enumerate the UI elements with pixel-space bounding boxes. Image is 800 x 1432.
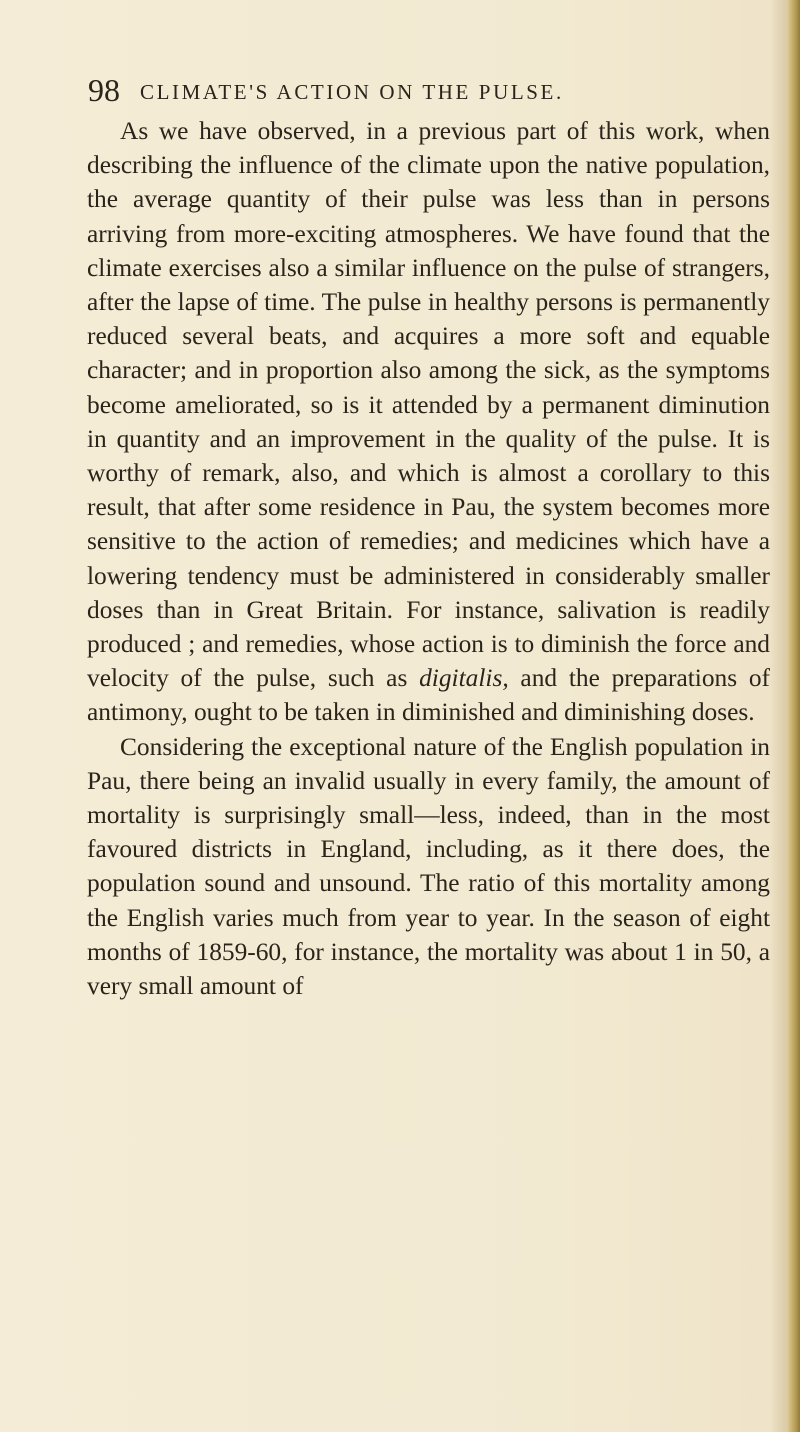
page-edge-shadow: [770, 0, 786, 1432]
page-number: 98: [88, 72, 120, 108]
paragraph-2: Considering the exceptional nature of the English population in Pau, there being an invalid usually in every family, the amount of mortality is surprisingly small—less, indeed, than in the most favoured districts in England, including, as it there does, the population sound and unsound. The ratio of this mortality among the English varies much from year to year. In the season of eight months of 1859-60, for instance, the mortality was about 1 in 50, a very small amount of: [87, 732, 770, 1001]
page-edge: [786, 0, 800, 1432]
paragraph-1-text-b: and the preparations of antimony, ought to be taken in diminished and diminishing doses.: [87, 664, 770, 727]
body-text: [87, 114, 770, 1003]
paragraph-1: [87, 114, 770, 730]
paragraph-1-text-a: As we have observed, in a previous part of this work, when describing the influence of the climate upon the native population, the average quantity of their pulse was less than in persons arriving from more-exciting atmospheres. We have found that the climate exercises also a similar influence on the pulse of strangers, after the lapse of time. The pulse in healthy persons is permanently reduced several beats, and acquires a more soft and equable character; and in proportion also among the sick, as the symptoms become ameliorated, so is it attended by a permanent diminution in quantity and an improvement in the quality of the pulse. It is worthy of remark, also, and which is almost a corollary to this result, that after some residence in Pau, the system becomes more sensitive to the action of remedies; and medicines which have a lowering tendency must be administered in considerably smaller doses than in Great Britain. For instance, salivation is readily produced ; and remedies, whose action is to diminish the force and velocity of the pulse, such as: [87, 117, 770, 693]
paragraph-1-italic-term: digitalis,: [419, 664, 509, 693]
running-title: CLIMATE'S ACTION ON THE PULSE.: [140, 80, 564, 104]
page-header: [88, 72, 688, 112]
